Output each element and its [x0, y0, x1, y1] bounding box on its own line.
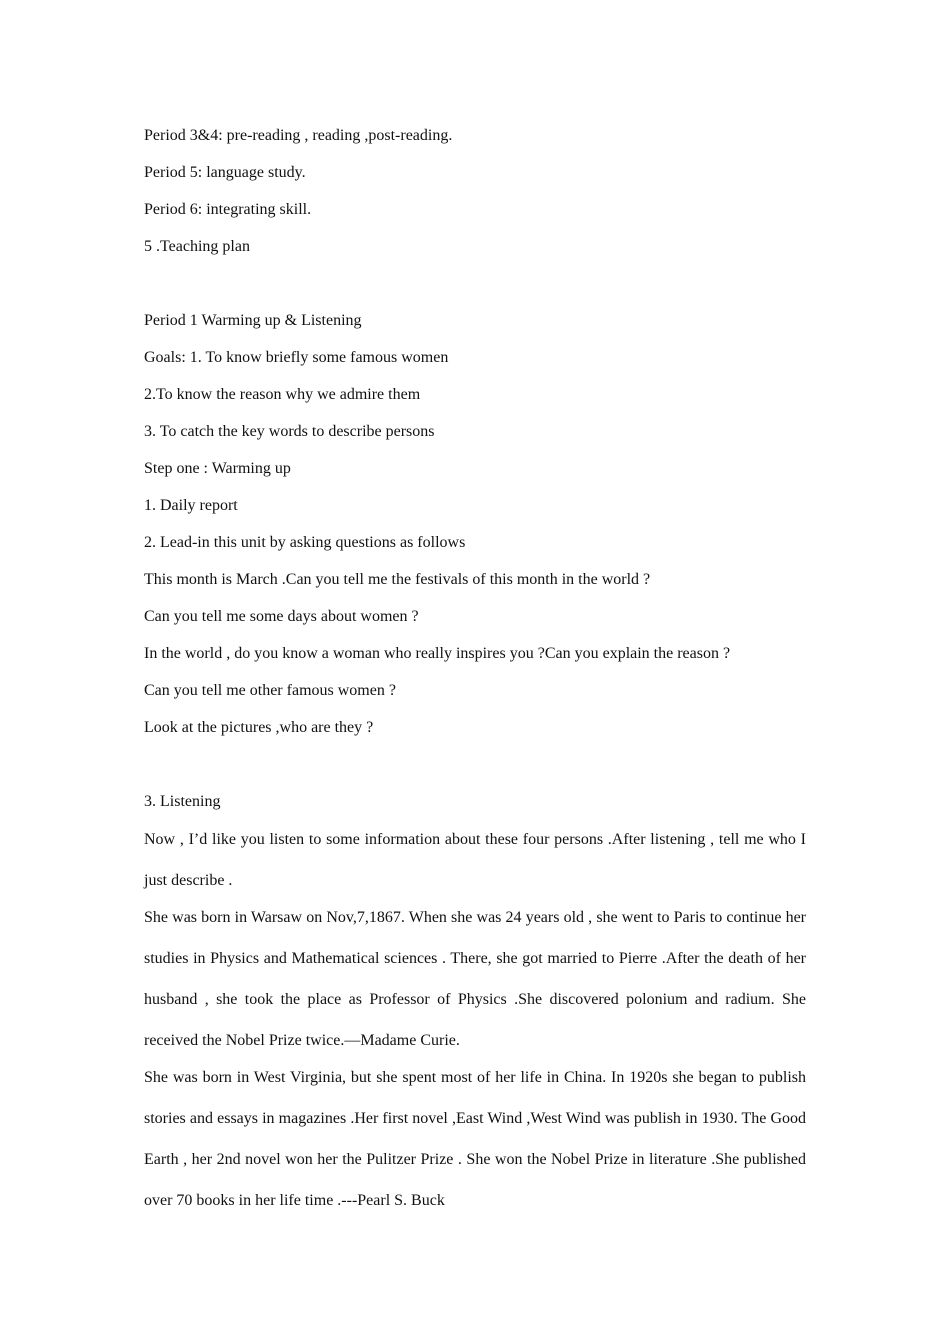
paragraph-madame-curie: She was born in Warsaw on Nov,7,1867. When she was 24 years old , she went to Paris to continue her studies in Physics and Mathematical sciences . There, she got married to Pierre .After the death of her husband , she took the place as Professor of Physics .She discovered polonium and radium. She received the Nobel Prize twice.—Madame Curie. — [144, 909, 806, 1049]
listening-instructions: Now , I’d like you listen to some information about these four persons .After listening , tell me who I just describe . — [144, 831, 806, 889]
document-page — [144, 124, 806, 1225]
schedule-period-5: Period 5: language study. — [144, 164, 306, 181]
period-1-heading: Period 1 Warming up & Listening — [144, 312, 362, 329]
schedule-period-6: Period 6: integrating skill. — [144, 201, 312, 218]
paragraph-pearl-buck: She was born in West Virginia, but she spent most of her life in China. In 1920s she began to publish stories and essays in magazines .Her first novel ,East Wind ,West Wind was publish in 1930. The Good Earth , her 2nd novel won her the Pulitzer Prize . She won the Nobel Prize in literature .She published over 70 books in her life time .---Pearl S. Buck — [144, 1069, 806, 1209]
goal-3: 3. To catch the key words to describe persons — [144, 423, 435, 440]
goal-1: Goals: 1. To know briefly some famous women — [144, 349, 449, 366]
listening-heading: 3. Listening — [144, 793, 221, 810]
section-heading-teaching-plan: 5 .Teaching plan — [144, 238, 250, 255]
question-women-days: Can you tell me some days about women ? — [144, 608, 419, 625]
step-item-lead-in: 2. Lead-in this unit by asking questions as follows — [144, 534, 466, 551]
question-inspiring-woman: In the world , do you know a woman who really inspires you ?Can you explain the reason ? — [144, 645, 731, 662]
goal-2: 2.To know the reason why we admire them — [144, 386, 421, 403]
question-other-famous-women: Can you tell me other famous women ? — [144, 682, 396, 699]
question-festivals: This month is March .Can you tell me the festivals of this month in the world ? — [144, 571, 651, 588]
question-pictures: Look at the pictures ,who are they ? — [144, 719, 374, 736]
blank-line — [144, 753, 806, 790]
schedule-period-3-4: Period 3&4: pre-reading , reading ,post-reading. — [144, 127, 453, 144]
step-one-heading: Step one : Warming up — [144, 460, 291, 477]
blank-line — [144, 272, 806, 309]
step-item-daily-report: 1. Daily report — [144, 497, 238, 514]
